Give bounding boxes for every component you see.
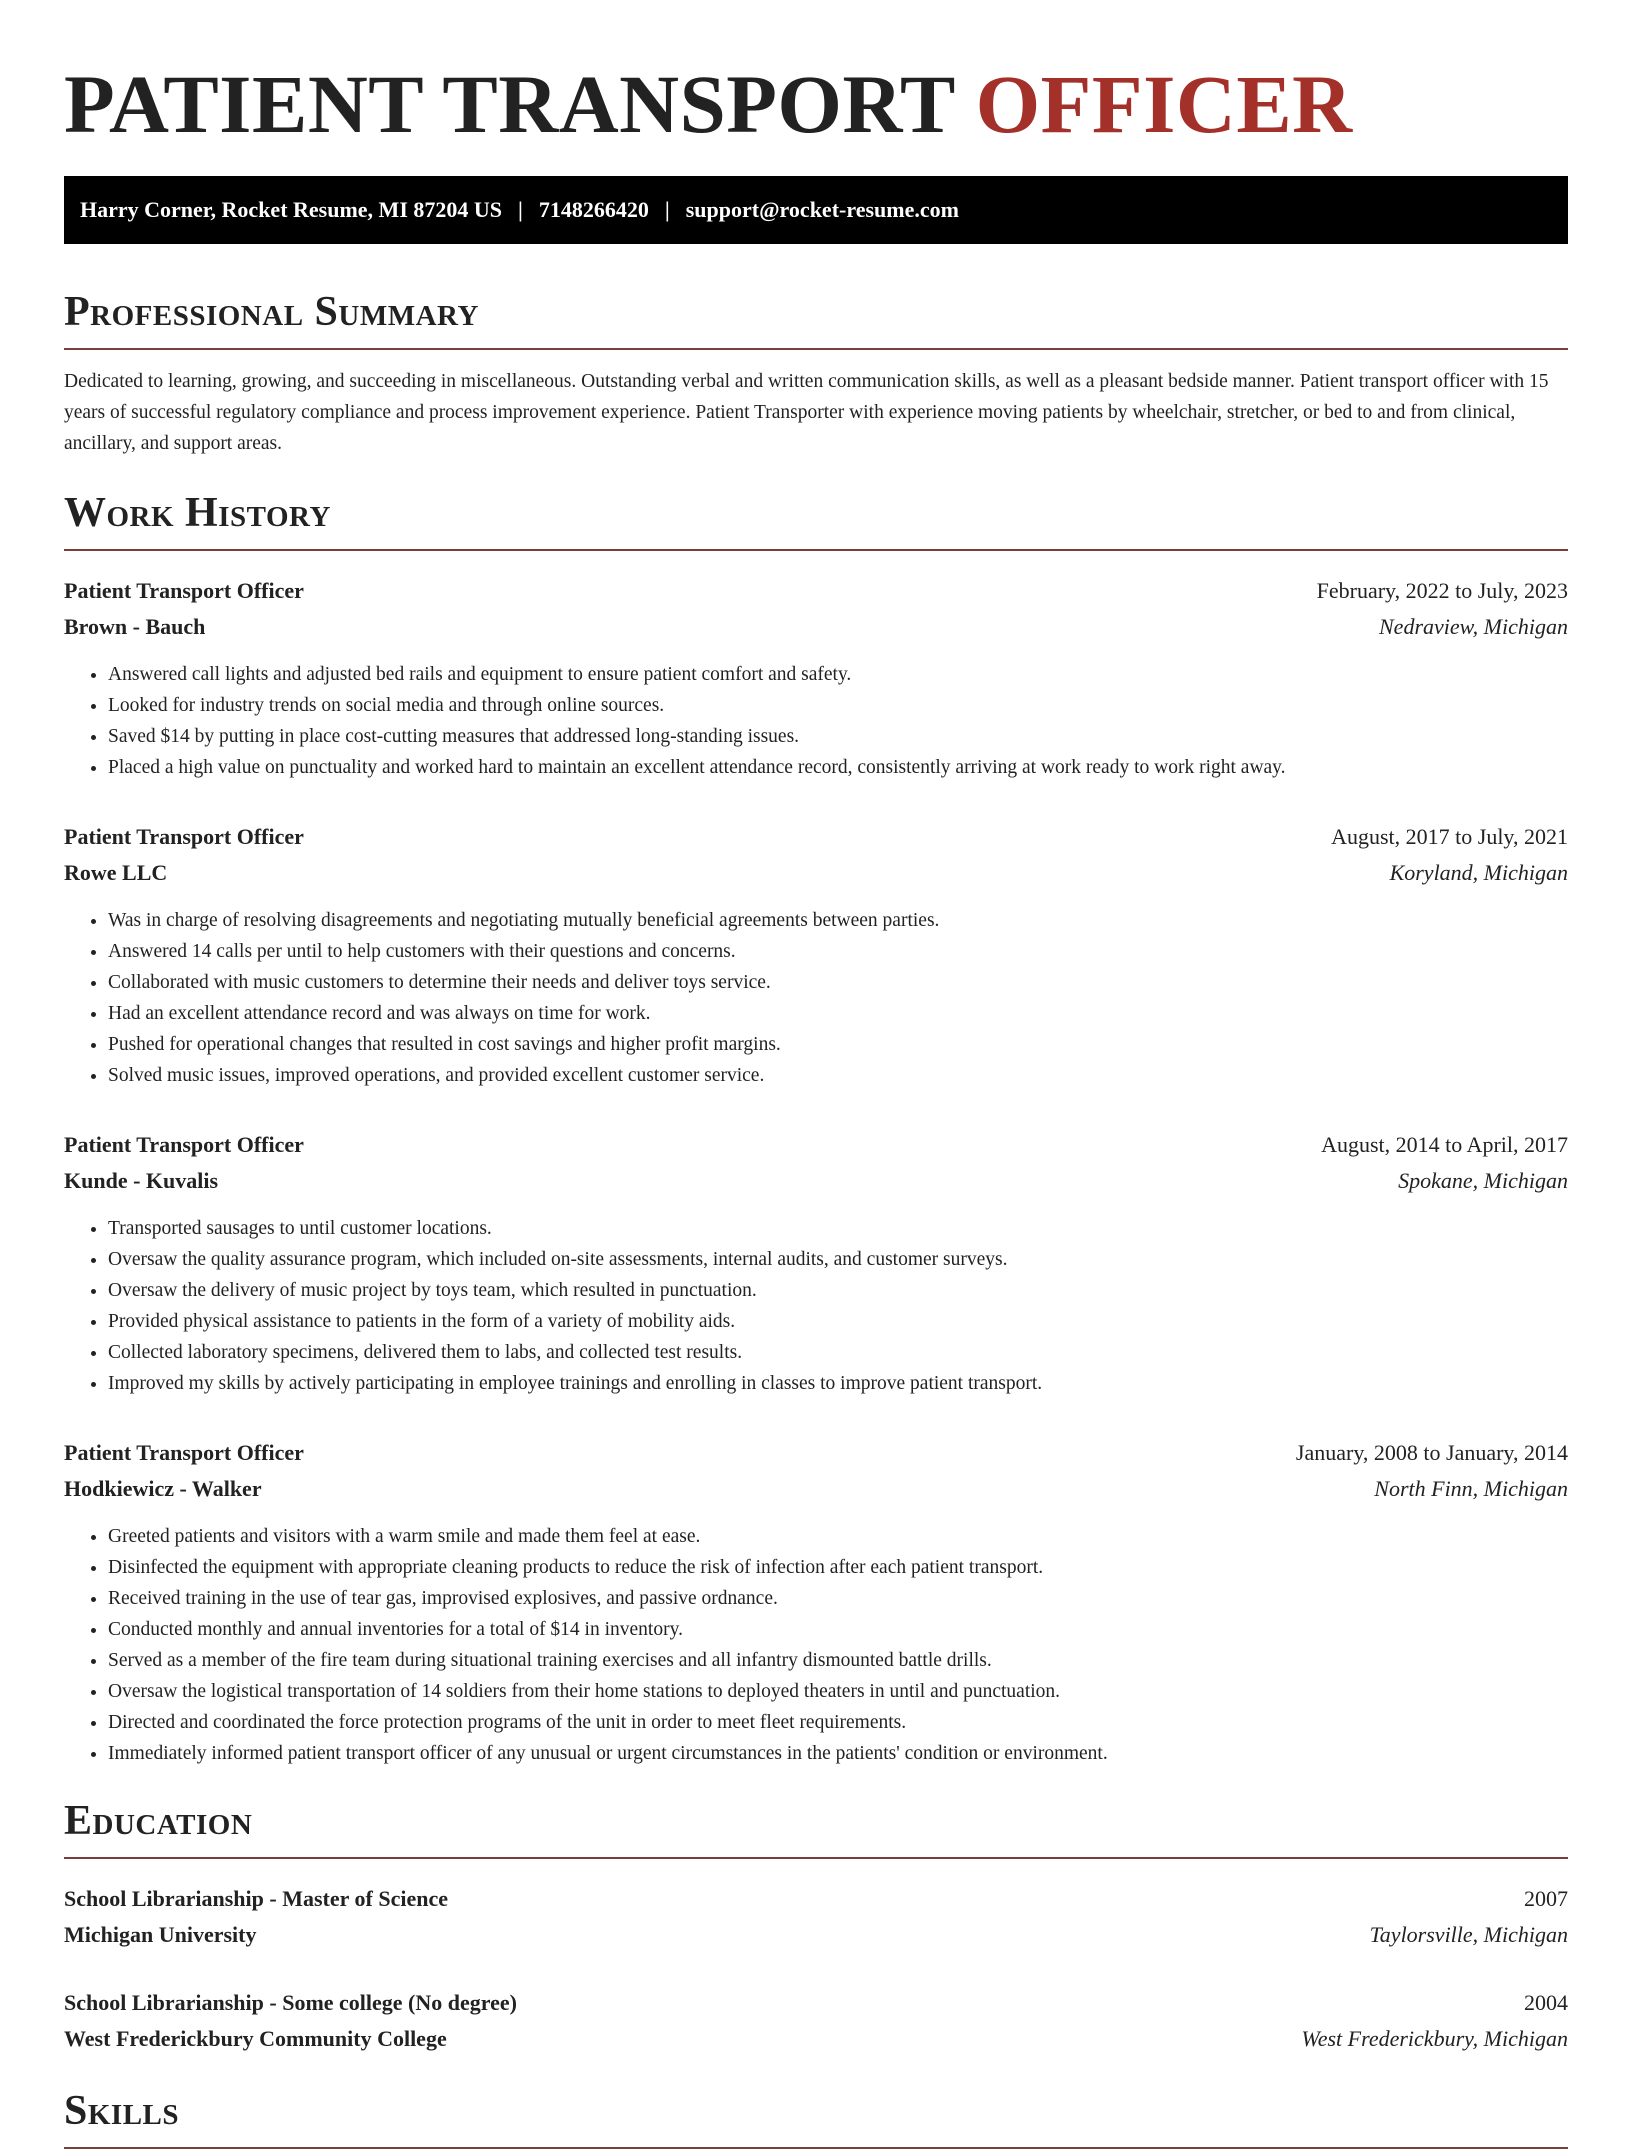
job-bullet: • Greeted patients and visitors with a warm smile and made them feel at ease.: [108, 1521, 1568, 1552]
job-dates: February, 2022 to July, 2023: [1316, 578, 1568, 603]
job-dates: January, 2008 to January, 2014: [1295, 1440, 1568, 1465]
education-school-row: [64, 2021, 1568, 2057]
job-bullet: • Placed a high value on punctuality and worked hard to maintain an excellent attendance record, consistently arriving at work ready to work right away.: [108, 752, 1568, 783]
education-degree-row: [64, 1985, 1568, 2021]
education-heading: Education: [64, 1797, 1568, 1859]
contact-bar: [64, 176, 1568, 244]
job-entry: [64, 819, 1568, 1091]
education-school-row: [64, 1917, 1568, 1953]
job-bullet-list: [64, 1521, 1568, 1769]
job-entry: [64, 573, 1568, 783]
job-bullet: • Solved music issues, improved operations, and provided excellent customer service.: [108, 1060, 1568, 1091]
job-dates: August, 2014 to April, 2017: [1321, 1132, 1568, 1157]
contact-separator: |: [664, 197, 670, 222]
job-bullet: • Oversaw the logistical transportation of 14 soldiers from their home stations to deployed theaters in until and punctuation.: [108, 1676, 1568, 1707]
job-bullet: • Collected laboratory specimens, delivered them to labs, and collected test results.: [108, 1337, 1568, 1368]
job-bullet: • Answered 14 calls per until to help customers with their questions and concerns.: [108, 936, 1568, 967]
skills-heading: Skills: [64, 2087, 1568, 2149]
job-bullet: • Served as a member of the fire team during situational training exercises and all infantry dismounted battle drills.: [108, 1645, 1568, 1676]
job-bullet-list: [64, 659, 1568, 783]
job-bullet: • Answered call lights and adjusted bed rails and equipment to ensure patient comfort and safety.: [108, 659, 1568, 690]
summary-text: Dedicated to learning, growing, and succeeding in miscellaneous. Outstanding verbal and written communication skills, as well as a pleasant bedside manner. Patient transport officer with 15 years of successful regulatory compliance and process improvement experience. Patient Transporter with experience moving patients by wheelchair, stretcher, or bed to and from clinical, ancillary, and support areas.: [64, 371, 1549, 454]
job-company: Kunde - Kuvalis: [64, 1168, 219, 1193]
job-company: Hodkiewicz - Walker: [64, 1476, 262, 1501]
title-accent: OFFICER: [975, 58, 1353, 150]
education-degree: School Librarianship - Master of Science: [64, 1886, 448, 1911]
job-bullet-list: [64, 905, 1568, 1091]
job-location: North Finn, Michigan: [1374, 1476, 1568, 1501]
resume-title: [64, 56, 1568, 152]
job-bullet: • Directed and coordinated the force protection programs of the unit in order to meet fleet requirements.: [108, 1707, 1568, 1738]
education-entry: [64, 1881, 1568, 1953]
job-header-row: [64, 819, 1568, 855]
work-history-section: [64, 489, 1568, 1769]
summary-section: [64, 288, 1568, 459]
contact-address: Harry Corner, Rocket Resume, MI 87204 US: [80, 197, 503, 222]
work-history-heading: Work History: [64, 489, 1568, 551]
job-bullet-list: [64, 1213, 1568, 1399]
title-main: PATIENT TRANSPORT: [64, 58, 955, 150]
job-bullet: • Saved $14 by putting in place cost-cutting measures that addressed long-standing issues.: [108, 721, 1568, 752]
skills-section: [64, 2087, 1568, 2149]
contact-phone: 7148266420: [538, 197, 649, 222]
job-company-row: [64, 609, 1568, 645]
job-bullet: • Had an excellent attendance record and was always on time for work.: [108, 998, 1568, 1029]
job-bullet: • Improved my skills by actively participating in employee trainings and enrolling in classes to improve patient transport.: [108, 1368, 1568, 1399]
contact-separator: |: [518, 197, 523, 222]
education-entry: [64, 1985, 1568, 2057]
job-bullet: • Collaborated with music customers to determine their needs and deliver toys service.: [108, 967, 1568, 998]
job-entry: [64, 1435, 1568, 1769]
education-degree-row: [64, 1881, 1568, 1917]
job-company-row: [64, 1163, 1568, 1199]
job-title: Patient Transport Officer: [64, 824, 304, 849]
job-bullet: • Received training in the use of tear gas, improvised explosives, and passive ordnance.: [108, 1583, 1568, 1614]
job-bullet: • Conducted monthly and annual inventories for a total of $14 in inventory.: [108, 1614, 1568, 1645]
summary-heading: Professional Summary: [64, 288, 1568, 350]
education-location: Taylorsville, Michigan: [1369, 1922, 1568, 1947]
job-bullet: • Looked for industry trends on social media and through online sources.: [108, 690, 1568, 721]
job-company-row: [64, 855, 1568, 891]
job-bullet: • Transported sausages to until customer locations.: [108, 1213, 1568, 1244]
job-entry: [64, 1127, 1568, 1399]
job-company-row: [64, 1471, 1568, 1507]
job-header-row: [64, 1435, 1568, 1471]
job-bullet: • Oversaw the delivery of music project by toys team, which resulted in punctuation.: [108, 1275, 1568, 1306]
job-bullet: • Disinfected the equipment with appropriate cleaning products to reduce the risk of infection after each patient transport.: [108, 1552, 1568, 1583]
job-title: Patient Transport Officer: [64, 1132, 304, 1157]
job-title: Patient Transport Officer: [64, 1440, 304, 1465]
job-location: Nedraview, Michigan: [1379, 614, 1568, 639]
job-bullet: • Pushed for operational changes that resulted in cost savings and higher profit margins.: [108, 1029, 1568, 1060]
job-header-row: [64, 573, 1568, 609]
job-bullet: • Provided physical assistance to patients in the form of a variety of mobility aids.: [108, 1306, 1568, 1337]
job-location: Spokane, Michigan: [1398, 1168, 1568, 1193]
job-header-row: [64, 1127, 1568, 1163]
job-dates: August, 2017 to July, 2021: [1331, 824, 1568, 849]
education-section: [64, 1797, 1568, 2057]
education-school: Michigan University: [64, 1922, 257, 1947]
education-location: West Frederickbury, Michigan: [1301, 2026, 1568, 2051]
education-school: West Frederickbury Community College: [64, 2026, 447, 2051]
jobs-list: [64, 573, 1568, 1769]
education-year: 2004: [1524, 1990, 1568, 2015]
contact-email: support@rocket-resume.com: [685, 197, 959, 222]
job-location: Koryland, Michigan: [1389, 860, 1568, 885]
education-year: 2007: [1524, 1886, 1568, 1911]
job-company: Brown - Bauch: [64, 614, 206, 639]
job-bullet: • Was in charge of resolving disagreements and negotiating mutually beneficial agreements between parties.: [108, 905, 1568, 936]
job-company: Rowe LLC: [64, 860, 168, 885]
job-bullet: • Oversaw the quality assurance program, which included on-site assessments, internal audits, and customer surveys.: [108, 1244, 1568, 1275]
job-title: Patient Transport Officer: [64, 578, 304, 603]
job-bullet: • Immediately informed patient transport officer of any unusual or urgent circumstances in the patients' condition or environment.: [108, 1738, 1568, 1769]
education-degree: School Librarianship - Some college (No degree): [64, 1990, 517, 2015]
education-list: [64, 1881, 1568, 2057]
